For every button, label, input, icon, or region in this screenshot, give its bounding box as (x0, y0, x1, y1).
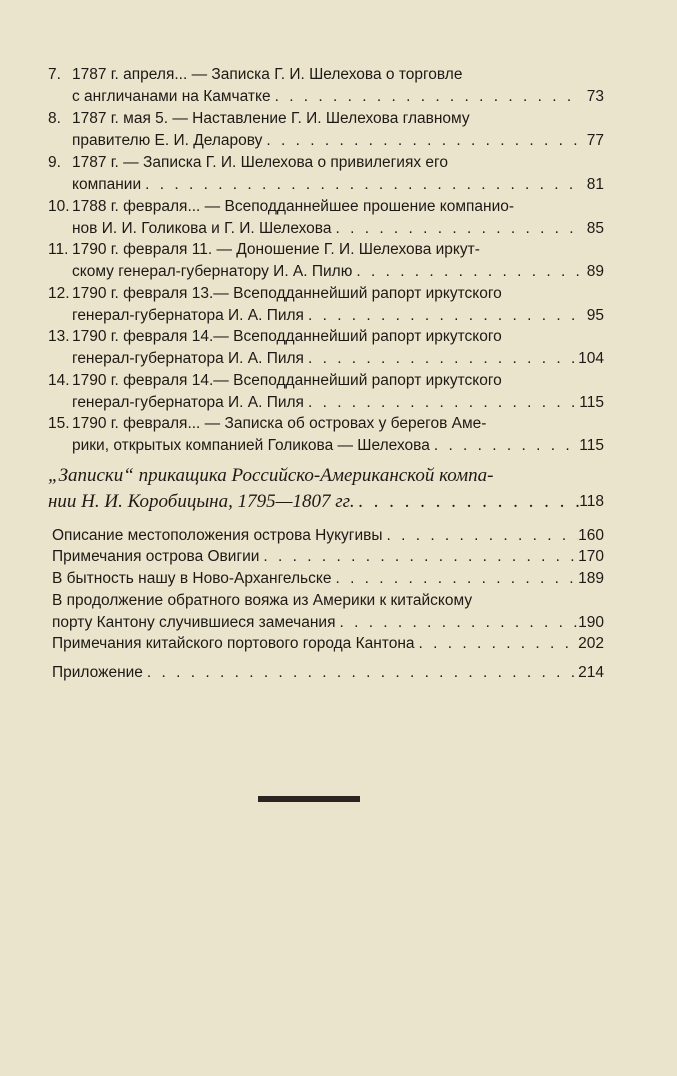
entry-line-2: генерал-губернатора И. А. Пиля (72, 393, 304, 411)
toc-subentry (52, 525, 604, 547)
entry-line-2: генерал-губернатора И. А. Пиля (72, 349, 304, 367)
toc-subentry-long (52, 590, 604, 634)
leader-dots (304, 305, 580, 327)
entry-number: 9. (48, 154, 61, 171)
toc-entry-12 (48, 283, 604, 327)
toc-entry-15 (48, 413, 604, 457)
leader-dots (262, 130, 580, 152)
appendix-title: Приложение (52, 664, 143, 681)
entry-line-2: правителю Е. И. Деларову (72, 131, 263, 149)
section-line-2: нии Н. И. Коробицына, 1795—1807 гг. (48, 491, 355, 512)
toc-entry-10 (48, 196, 604, 240)
toc-subentry (52, 633, 604, 655)
entry-number: 11. (48, 241, 69, 258)
toc-entry-11 (48, 239, 604, 283)
entry-line-1: 1787 г. мая 5. — Наставление Г. И. Шелехова главному (72, 110, 470, 127)
leader-dots (335, 612, 578, 634)
page-number: 115 (579, 436, 604, 454)
entry-line-1: 1787 г. — Записка Г. И. Шелехова о привилегиях его (72, 154, 448, 171)
entry-line-1: 1790 г. февраля 11. — Доношение Г. И. Шелехова иркут- (72, 241, 480, 258)
entry-line-2: генерал-губернатора И. А. Пиля (72, 306, 304, 324)
page-number: 170 (578, 548, 604, 565)
leader-dots (259, 546, 578, 568)
entry-line-1: 1790 г. февраля 14.— Всеподданнейший рапорт иркутского (72, 328, 502, 345)
subentry-title: Примечания острова Овигии (52, 548, 260, 565)
entry-number: 7. (48, 66, 61, 83)
page-number: 189 (578, 570, 604, 587)
entry-line-2: с англичанами на Камчатке (72, 87, 271, 105)
leader-dots (352, 261, 580, 283)
subentry-title: В бытность нашу в Ново-Архангельске (52, 570, 332, 587)
page-number: 190 (578, 613, 604, 631)
page-number: 214 (578, 664, 604, 681)
leader-dots (304, 348, 578, 370)
toc-entry-9 (48, 152, 604, 196)
leader-dots (143, 662, 578, 684)
subentry-title: Описание местоположения острова Нукугивы (52, 527, 383, 544)
entry-number: 8. (48, 110, 61, 127)
toc-entry-13 (48, 326, 604, 370)
leader-dots (430, 435, 579, 457)
leader-dots (415, 633, 579, 655)
section-line-1: „Записки“ прикащика Российско-Американской компа- (48, 465, 494, 486)
entry-line-2: скому генерал-губернатору И. А. Пилю (72, 262, 353, 280)
toc-entry-14 (48, 370, 604, 414)
toc-subentry (52, 546, 604, 568)
subentry-title: Примечания китайского портового города Кантона (52, 635, 415, 652)
entry-line-1: 1788 г. февраля... — Всеподданнейшее прошение компанио- (72, 198, 515, 215)
page-number: 85 (586, 219, 604, 237)
page-number: 81 (586, 175, 604, 193)
entry-line-2: рики, открытых компанией Голикова — Шелехова (72, 436, 430, 454)
decorative-rule (258, 796, 360, 802)
leader-dots (382, 525, 578, 547)
toc-section-heading (48, 463, 604, 515)
subentry-line-2: порту Кантону случившиеся замечания (52, 613, 336, 631)
entry-number: 14. (48, 372, 70, 389)
page-number: 77 (586, 131, 604, 149)
leader-dots (141, 174, 580, 196)
page-number: 118 (579, 493, 604, 510)
page-number: 104 (578, 349, 604, 367)
entry-line-1: 1790 г. февраля... — Записка об островах у берегов Аме- (72, 415, 487, 432)
page-number: 160 (578, 527, 604, 544)
entry-number: 10. (48, 198, 70, 215)
entry-line-1: 1790 г. февраля 13.— Всеподданнейший рапорт иркутского (72, 285, 502, 302)
entry-number: 12. (48, 285, 70, 302)
entry-line-2: нов И. И. Голикова и Г. И. Шелехова (72, 219, 332, 237)
page-number: 89 (586, 262, 604, 280)
subentry-line-1: В продолжение обратного вояжа из Америки к китайскому (52, 592, 473, 609)
page-number: 115 (579, 393, 604, 411)
leader-dots (271, 86, 580, 108)
page-number: 95 (586, 306, 604, 324)
entry-line-1: 1787 г. апреля... — Записка Г. И. Шелехова о торговле (72, 66, 463, 83)
entry-line-2: компании (72, 175, 142, 193)
entry-line-1: 1790 г. февраля 14.— Всеподданнейший рапорт иркутского (72, 372, 502, 389)
toc-subentry (52, 568, 604, 590)
leader-dots (304, 392, 579, 414)
toc-entry-8 (48, 108, 604, 152)
leader-dots (331, 568, 578, 590)
page-number: 73 (586, 87, 604, 105)
leader-dots (331, 218, 580, 240)
entry-number: 13. (48, 328, 70, 345)
entry-number: 15. (48, 415, 70, 432)
leader-dots (355, 489, 580, 515)
toc-appendix (52, 662, 604, 684)
toc-entry-7 (48, 64, 604, 108)
page-number: 202 (578, 635, 604, 652)
